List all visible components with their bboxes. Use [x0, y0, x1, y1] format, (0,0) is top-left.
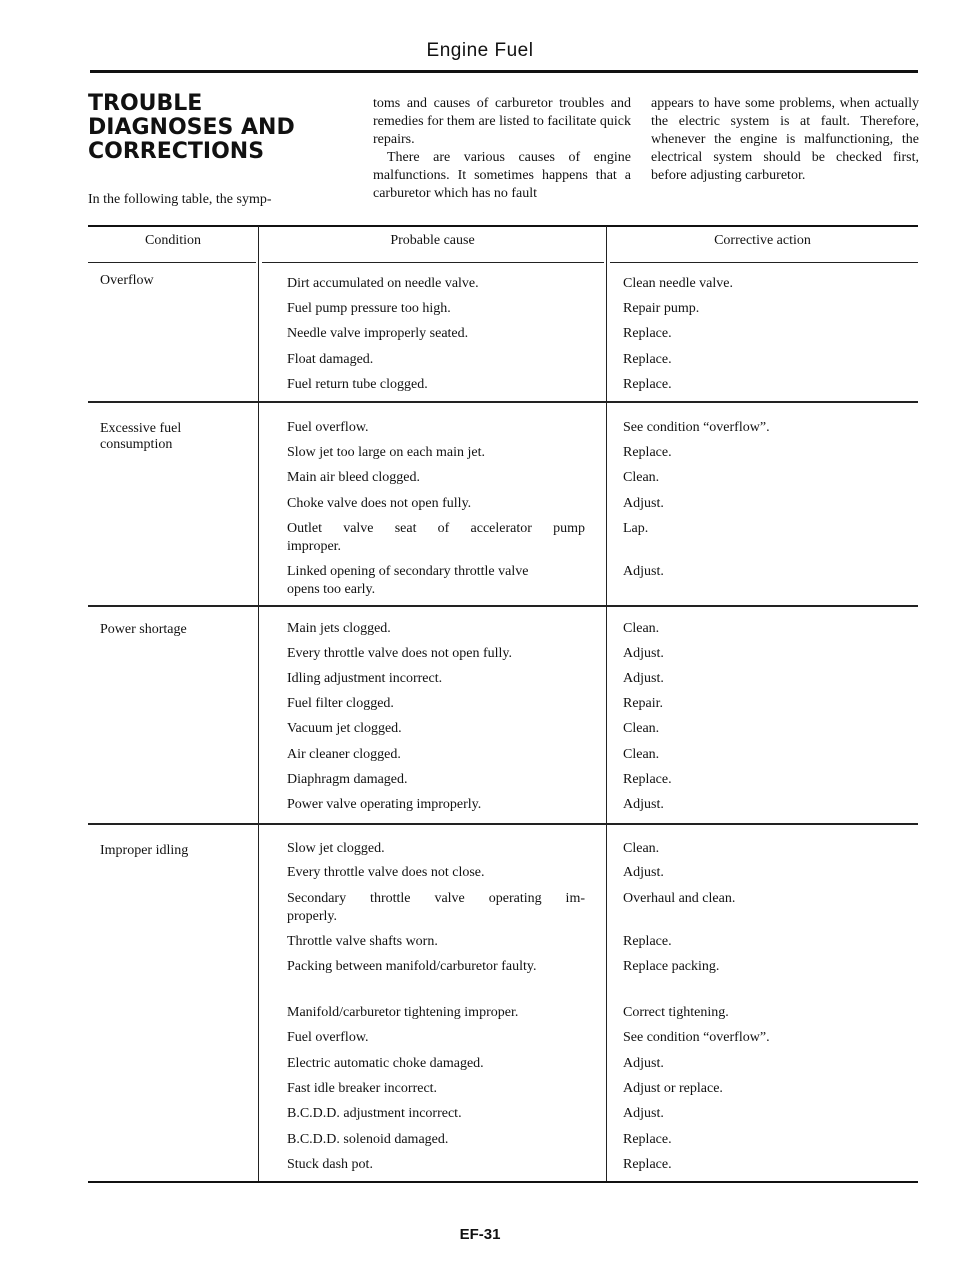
action-cell: Replace. [623, 772, 672, 787]
action-cell: Replace. [623, 1132, 672, 1147]
group-divider [88, 605, 918, 607]
cause-cell: Fuel overflow. [287, 420, 369, 435]
action-cell: Clean. [623, 747, 660, 762]
cause-cell: Choke valve does not open fully. [287, 496, 472, 511]
action-cell: See condition “overflow”. [623, 1030, 770, 1045]
action-cell: Repair pump. [623, 301, 700, 316]
intro-text-2a: toms and causes of carburetor troubles and remedies for them are listed to facilitate quick repairs. [373, 96, 631, 147]
condition-improper-idling: Improper idling [100, 843, 189, 858]
action-cell: Replace. [623, 326, 672, 341]
cause-cell: Fuel overflow. [287, 1030, 369, 1045]
action-cell: Replace packing. [623, 959, 720, 974]
cause-cell: B.C.D.D. solenoid damaged. [287, 1132, 449, 1147]
condition-power-shortage: Power shortage [100, 622, 187, 637]
action-cell: Clean needle valve. [623, 276, 734, 291]
group-divider [88, 401, 918, 403]
cause-cell-continuation: properly. [287, 909, 338, 924]
cause-cell: Fuel pump pressure too high. [287, 301, 451, 316]
cause-cell: Throttle valve shafts worn. [287, 934, 438, 949]
cause-cell: Air cleaner clogged. [287, 747, 401, 762]
cause-cell: Slow jet clogged. [287, 841, 385, 856]
section-title-line-2: DIAGNOSES AND [88, 115, 295, 140]
section-title [88, 92, 338, 164]
cause-cell: Fuel filter clogged. [287, 696, 394, 711]
header-rule-condition [88, 262, 256, 263]
cause-cell: Float damaged. [287, 352, 374, 367]
cause-cell-continuation: improper. [287, 539, 342, 554]
section-title-line-1: TROUBLE [88, 91, 203, 116]
cause-cell: Dirt accumulated on needle valve. [287, 276, 479, 291]
table-top-rule [88, 225, 918, 227]
action-cell: Adjust. [623, 865, 664, 880]
cause-cell: Diaphragm damaged. [287, 772, 408, 787]
action-cell: Clean. [623, 621, 660, 636]
condition-excessive-fuel-consumption: Excessive fuel consumption [100, 421, 182, 452]
action-cell: Replace. [623, 445, 672, 460]
column-divider-2 [606, 226, 607, 1182]
cause-cell: Vacuum jet clogged. [287, 721, 402, 736]
action-cell: Replace. [623, 352, 672, 367]
cause-cell: Idling adjustment incorrect. [287, 671, 443, 686]
action-cell: Adjust. [623, 797, 664, 812]
intro-column-3 [651, 95, 919, 185]
cause-cell: Main air bleed clogged. [287, 470, 420, 485]
cause-cell: Every throttle valve does not open fully. [287, 646, 512, 661]
action-cell: Replace. [623, 377, 672, 392]
cause-cell: Main jets clogged. [287, 621, 391, 636]
header-rule [90, 70, 918, 73]
intro-column-1 [88, 191, 358, 209]
cause-cell: Every throttle valve does not close. [287, 865, 485, 880]
intro-text-3: appears to have some problems, when actually the electric system is at fault. Therefore, whenever the engine is malfunctioning, the electrical system should be checked first, before adjusting carburetor. [651, 96, 919, 183]
intro-column-2 [373, 95, 631, 203]
action-cell: Repair. [623, 696, 664, 711]
action-cell: Replace. [623, 934, 672, 949]
page-header-title: Engine Fuel [426, 40, 534, 61]
cause-cell: Fuel return tube clogged. [287, 377, 428, 392]
action-cell: Adjust or replace. [623, 1081, 723, 1096]
cause-cell: B.C.D.D. adjustment incorrect. [287, 1106, 462, 1121]
header-rule-cause [262, 262, 604, 263]
column-header-cause: Probable cause [390, 233, 475, 248]
cause-cell: Linked opening of secondary throttle valve [287, 564, 529, 579]
action-cell: Correct tightening. [623, 1005, 729, 1020]
intro-text-2b: There are various causes of engine malfunctions. It sometimes happens that a carburetor which has no fault [373, 150, 631, 201]
cause-cell: Needle valve improperly seated. [287, 326, 469, 341]
action-cell: See condition “overflow”. [623, 420, 770, 435]
action-cell: Adjust. [623, 646, 664, 661]
cause-cell: Power valve operating improperly. [287, 797, 482, 812]
cause-cell: Packing between manifold/carburetor faulty. [287, 959, 537, 974]
action-cell: Clean. [623, 841, 660, 856]
cause-cell: Slow jet too large on each main jet. [287, 445, 486, 460]
cause-cell: Manifold/carburetor tightening improper. [287, 1005, 519, 1020]
action-cell: Lap. [623, 521, 649, 536]
table-bottom-rule [88, 1181, 918, 1183]
action-cell: Clean. [623, 721, 660, 736]
action-cell: Overhaul and clean. [623, 891, 736, 906]
cause-cell-continuation: opens too early. [287, 582, 376, 597]
column-header-action: Corrective action [714, 233, 811, 248]
action-cell: Adjust. [623, 1056, 664, 1071]
column-divider-1 [258, 226, 259, 1182]
page-number: EF-31 [459, 1226, 501, 1243]
header-rule-action [610, 262, 918, 263]
group-divider [88, 823, 918, 825]
cause-cell: Fast idle breaker incorrect. [287, 1081, 438, 1096]
column-header-condition: Condition [144, 233, 201, 248]
action-cell: Adjust. [623, 496, 664, 511]
cause-cell: Outlet valve seat of accelerator pump [287, 521, 585, 536]
action-cell: Adjust. [623, 1106, 664, 1121]
condition-overflow: Overflow [100, 273, 154, 288]
action-cell: Adjust. [623, 564, 664, 579]
section-title-line-3: CORRECTIONS [88, 139, 265, 164]
action-cell: Clean. [623, 470, 660, 485]
cause-cell: Electric automatic choke damaged. [287, 1056, 484, 1071]
action-cell: Adjust. [623, 671, 664, 686]
intro-text-1: In the following table, the symp- [88, 192, 272, 207]
action-cell: Replace. [623, 1157, 672, 1172]
cause-cell: Secondary throttle valve operating im- [287, 891, 585, 906]
cause-cell: Stuck dash pot. [287, 1157, 373, 1172]
